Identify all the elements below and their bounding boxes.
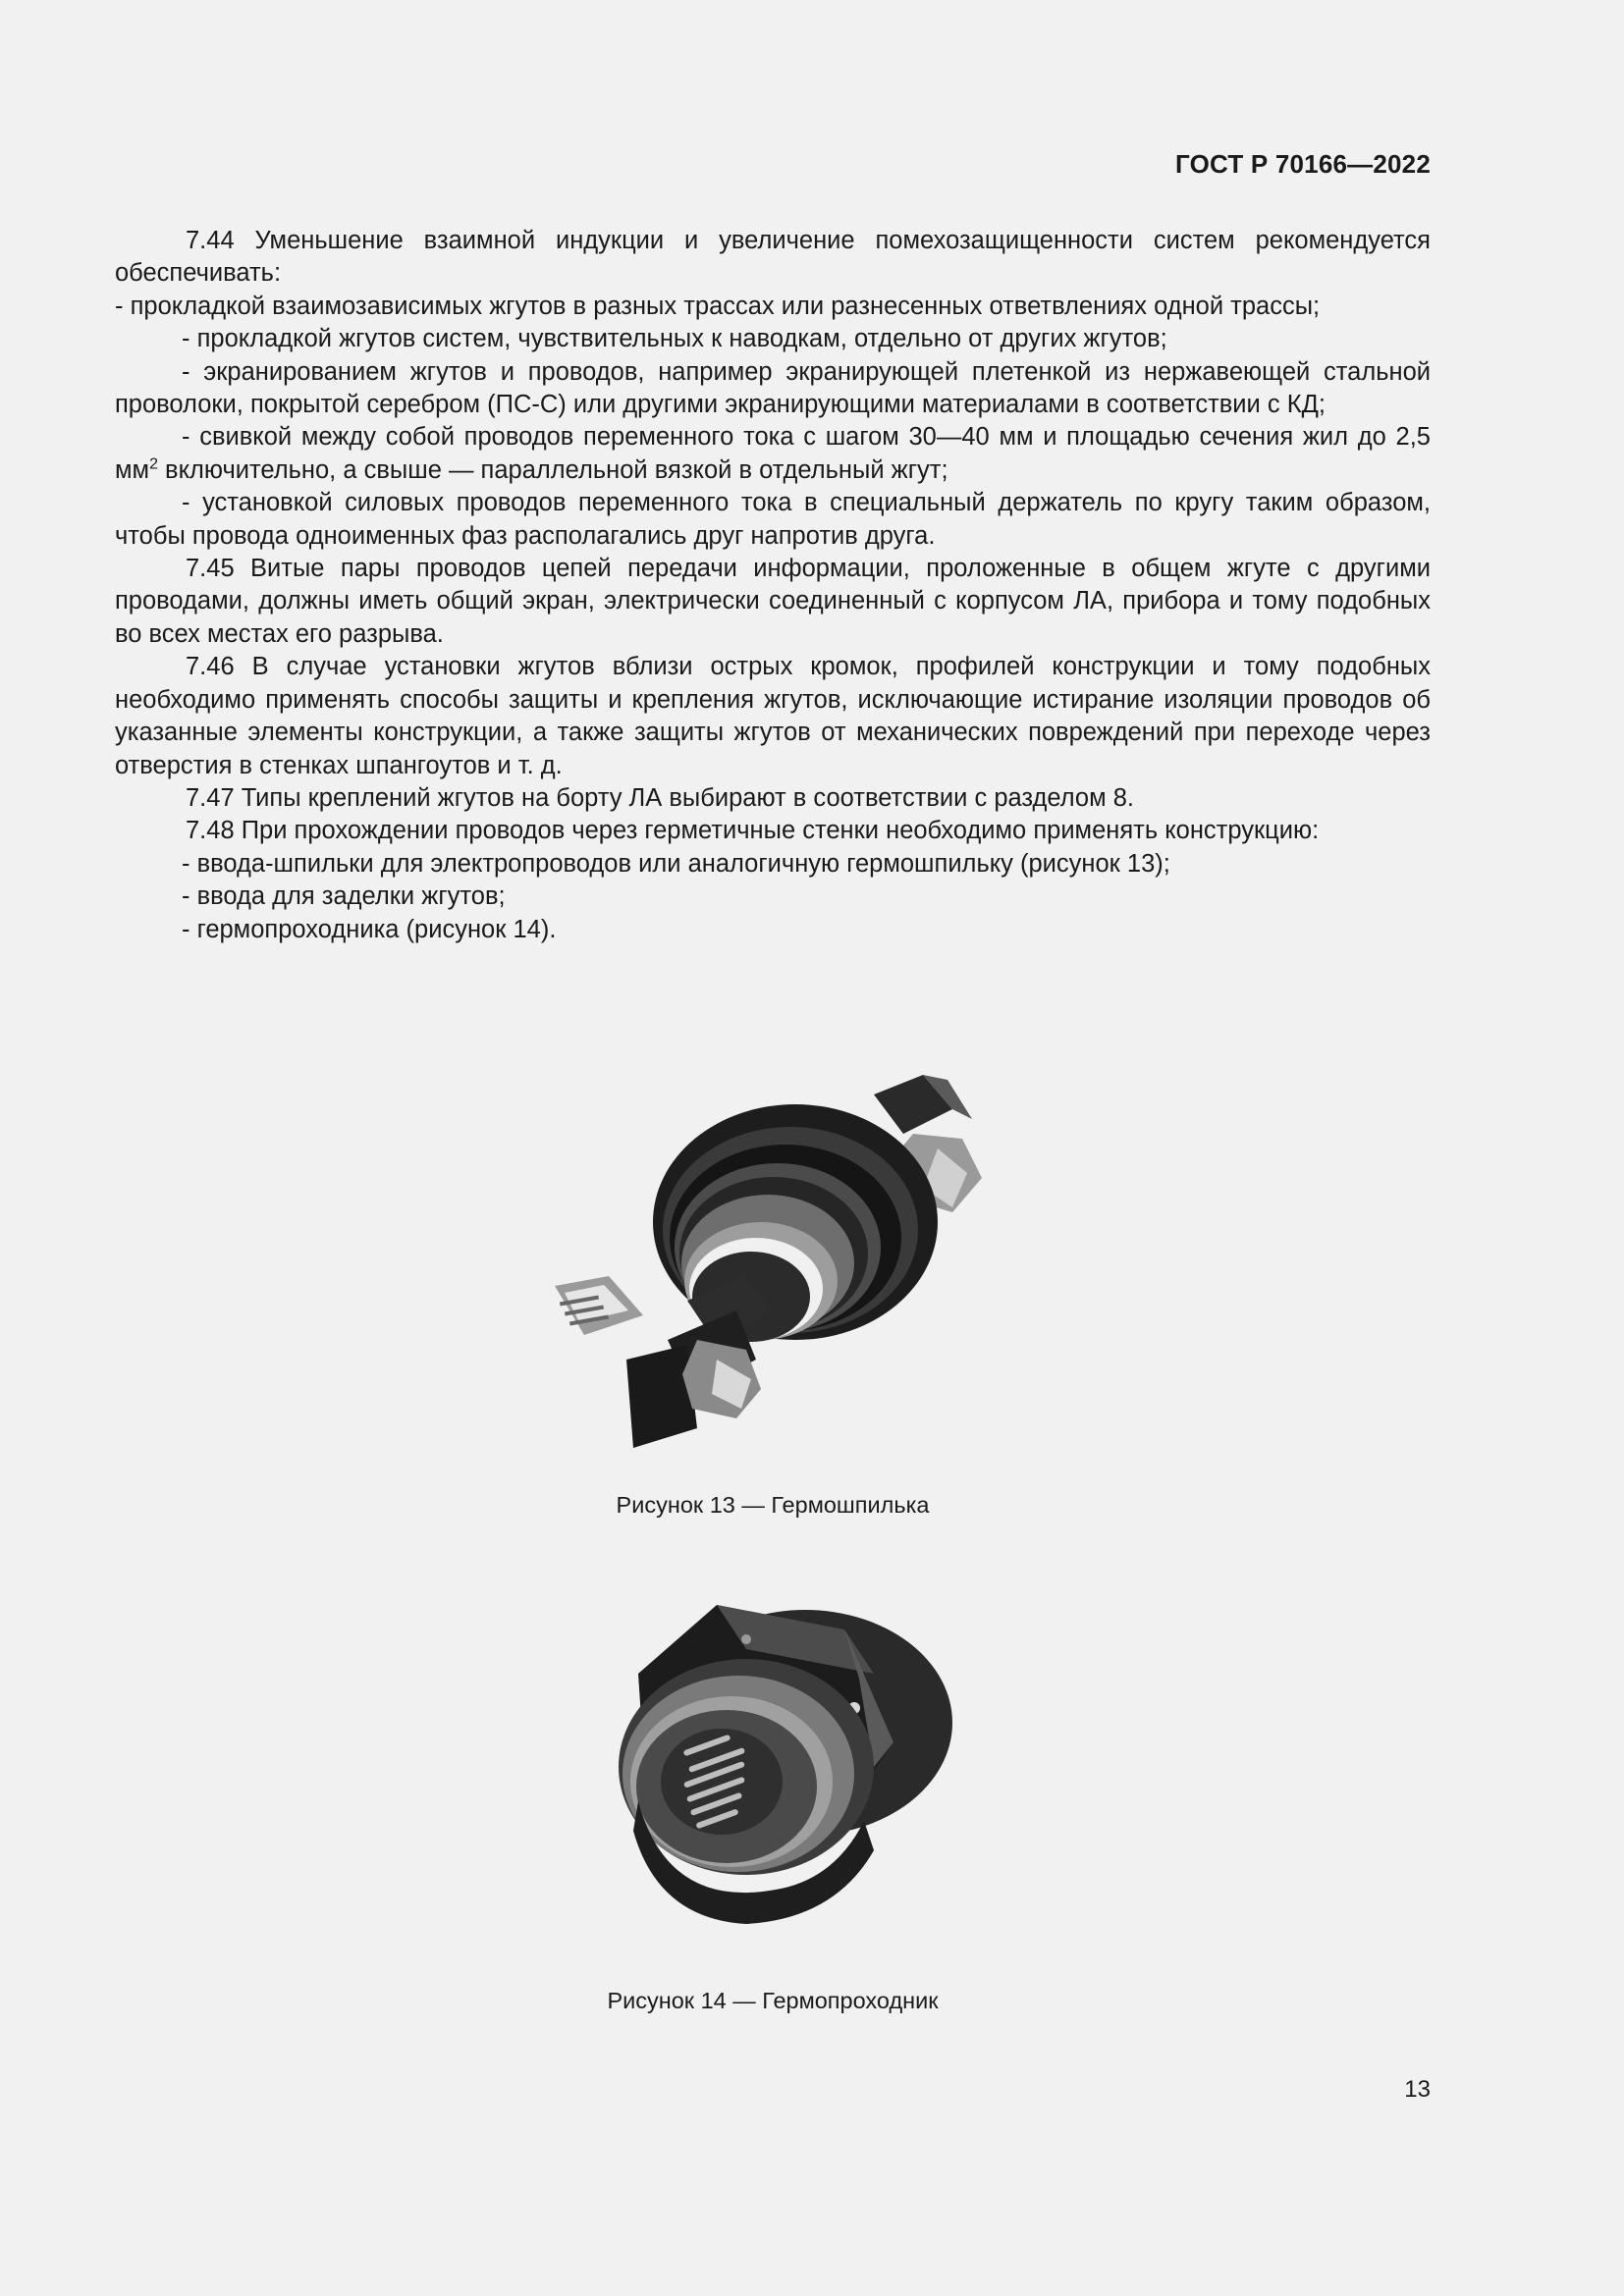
- paragraph-7-47: 7.47 Типы креплений жгутов на борту ЛА выбирают в соответствии с разделом 8.: [186, 783, 1134, 812]
- hermetic-stud-illustration: [550, 1065, 1001, 1458]
- figure-14: [0, 1595, 1624, 1958]
- list-item: [115, 421, 1431, 487]
- page-number: 13: [1404, 2076, 1431, 2103]
- figure-13: [0, 1065, 1624, 1458]
- superscript: 2: [149, 455, 158, 473]
- figure-13-caption: Рисунок 13 — Гермошпилька: [616, 1492, 930, 1518]
- list-item: - гермопроходника (рисунок 14).: [182, 915, 557, 943]
- figure-14-caption: Рисунок 14 — Гермопроходник: [607, 1988, 939, 2013]
- list-item: - ввода для заделки жгутов;: [182, 882, 506, 911]
- list-item: - ввода-шпильки для электропроводов или аналогичную гермошпильку (рисунок 13);: [182, 849, 1170, 878]
- list-item: - прокладкой взаимозависимых жгутов в разных трассах или разнесенных ответвлениях одной трассы;: [115, 292, 1321, 320]
- document-header: ГОСТ Р 70166—2022: [1175, 149, 1431, 179]
- list-item: - установкой силовых проводов переменного тока в специальный держатель по кругу таким образом, чтобы провода одноименных фаз располагались друг напротив друга.: [115, 489, 1431, 550]
- paragraph-7-45: 7.45 Витые пары проводов цепей передачи информации, проложенные в общем жгуте с другими проводами, должны иметь общий экран, электрически соединенный с корпусом ЛА, прибора и тому подобных во всех местах его разрыва.: [115, 555, 1431, 648]
- list-item-text: - свивкой между собой проводов переменного тока с шагом 30—40 мм и площадью сечения жил до 2,5 мм: [115, 423, 1431, 484]
- hermetic-feedthrough-illustration: [579, 1595, 972, 1958]
- list-item-text: включительно, а свыше — параллельной вязкой в отдельный жгут;: [157, 455, 948, 484]
- list-item: - прокладкой жгутов систем, чувствительных к наводкам, отдельно от других жгутов;: [182, 325, 1167, 353]
- list-item: - экранированием жгутов и проводов, например экранирующей плетенкой из нержавеющей стальной проволоки, покрытой серебром (ПС-С) или другими экранирующими материалами в соответствии с КД;: [115, 357, 1431, 419]
- paragraph-7-44: 7.44 Уменьшение взаимной индукции и увеличение помехозащищенности систем рекомендуется обеспечивать:: [115, 227, 1431, 288]
- paragraph-7-46: 7.46 В случае установки жгутов вблизи острых кромок, профилей конструкции и тому подобных необходимо применять способы защиты и крепления жгутов, исключающие истирание изоляции проводов об указанные элементы конструкции, а также защиты жгутов от механических повреждений при переходе через отверстия в стенках шпангоутов и т. д.: [115, 653, 1431, 779]
- body-text: [115, 225, 1431, 946]
- paragraph-7-48: 7.48 При прохождении проводов через герметичные стенки необходимо применять конструкцию:: [186, 817, 1320, 845]
